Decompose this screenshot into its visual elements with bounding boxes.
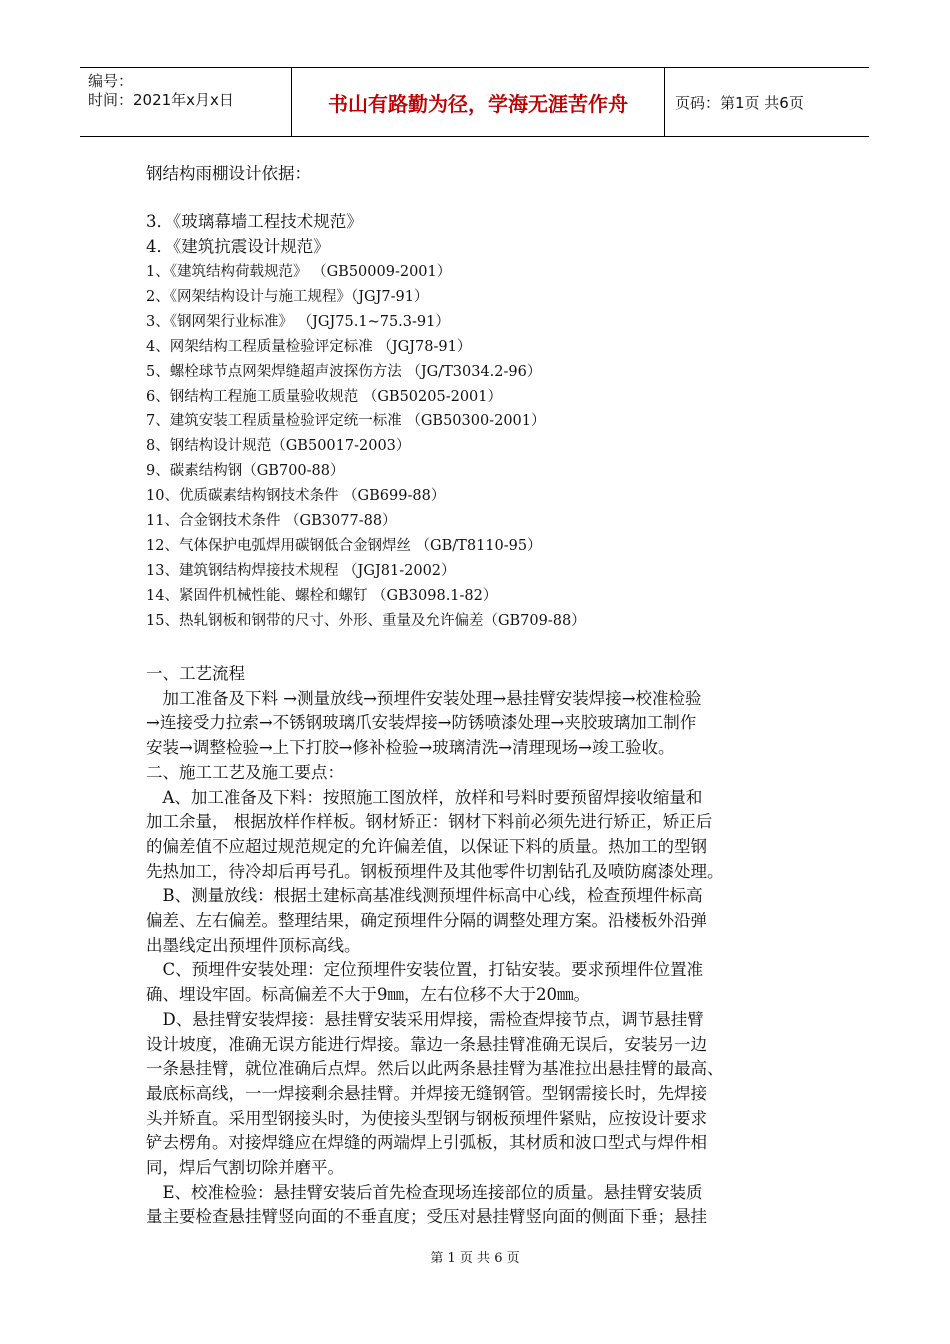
header-page-number: 页码：第1页 共6页 bbox=[675, 93, 804, 112]
body-line: 一条悬挂臂，就位准确后点焊。然后以此两条悬挂臂为基准拉出悬挂臂的最高、 bbox=[146, 1059, 724, 1079]
body-line: B、测量放线：根据土建标高基准线测预埋件标高中心线，检查预埋件标高 bbox=[146, 886, 703, 906]
body-line: 同，焊后气割切除并磨平。 bbox=[146, 1158, 344, 1177]
reference-item: 14、紧固件机械性能、螺栓和螺钉 （GB3098.1-82） bbox=[146, 587, 498, 604]
body-line: 铲去楞角。对接焊缝应在焊缝的两端焊上引弧板，其材质和波口型式与焊件相 bbox=[146, 1133, 707, 1153]
body-line: 加工余量， 根据放样作样板。钢材矫正：钢材下料前必须先进行矫正，矫正后 bbox=[146, 812, 713, 832]
reference-item: 11、合金钢技术条件 （GB3077-88） bbox=[146, 513, 397, 529]
body-line: 先热加工，待冷却后再号孔。钢板预埋件及其他零件切割钻孔及喷防腐漆处理。 bbox=[146, 861, 724, 881]
body-line: 最底标高线，一一焊接剩余悬挂臂。并焊接无缝钢管。型钢需接长时，先焊接 bbox=[146, 1083, 707, 1103]
reference-item: 10、优质碳素结构钢技术条件 （GB699-88） bbox=[146, 488, 446, 505]
body-line: 量主要检查悬挂臂竖向面的不垂直度；受压对悬挂臂竖向面的侧面下垂；悬挂 bbox=[146, 1207, 707, 1227]
body-line: 加工准备及下料 →测量放线→预埋件安装处理→悬挂臂安装焊接→校准检验 bbox=[146, 688, 702, 708]
header-info bbox=[80, 68, 292, 136]
reference-item: 8、钢结构设计规范（GB50017-2003） bbox=[146, 438, 411, 455]
reference-item: 12、气体保护电弧焊用碳钢低合金钢焊丝 （GB/T8110-95） bbox=[146, 537, 542, 554]
body-line: 安装→调整检验→上下打胶→修补检验→玻璃清洗→清理现场→竣工验收。 bbox=[146, 738, 675, 758]
body-line: E、校准检验：悬挂臂安装后首先检查现场连接部位的质量。悬挂臂安装质 bbox=[146, 1182, 703, 1202]
body-line: D、悬挂臂安装焊接：悬挂臂安装采用焊接，需检查焊接节点，调节悬挂臂 bbox=[146, 1009, 704, 1029]
body-line: 确、埋设牢固。标高偏差不大于9㎜，左右位移不大于20㎜。 bbox=[146, 985, 590, 1005]
reference-item: 3．《玻璃幕墙工程技术规范》 bbox=[146, 212, 363, 231]
reference-item: 1、《建筑结构荷载规范》 （GB50009-2001） bbox=[146, 264, 452, 280]
body-line: 设计坡度，准确无误方能进行焊接。靠边一条悬挂臂准确无误后，安装另一边 bbox=[146, 1034, 707, 1054]
reference-item: 5、螺栓球节点网架焊缝超声波探伤方法 （JG/T3034.2-96） bbox=[146, 363, 542, 380]
reference-item: 6、钢结构工程施工质量验收规范 （GB50205-2001） bbox=[146, 388, 502, 405]
reference-item: 3、《钢网架行业标准》 （JGJ75.1~75.3-91） bbox=[146, 313, 450, 330]
body-line: 的偏差值不应超过规范规定的允许偏差值，以保证下料的质量。热加工的型钢 bbox=[146, 836, 707, 856]
reference-item: 15、热轧钢板和钢带的尺寸、外形、重量及允许偏差（GB709-88） bbox=[146, 612, 586, 629]
reference-item: 7、建筑安装工程质量检验评定统一标准 （GB50300-2001） bbox=[146, 413, 546, 430]
document-time: 时间：2021年x月x日 bbox=[88, 91, 234, 109]
document-title: 钢结构雨棚设计依据： bbox=[146, 164, 311, 183]
document-number: 编号： bbox=[88, 72, 134, 90]
body-line: 偏差、左右偏差。整理结果，确定预埋件分隔的调整处理方案。沿楼板外沿弹 bbox=[146, 911, 707, 930]
body-line: 头并矫直。采用型钢接头时，为使接头型钢与钢板预埋件紧贴，应按设计要求 bbox=[146, 1108, 707, 1128]
header-motto: 书山有路勤为径，学海无涯苦作舟 bbox=[292, 68, 665, 136]
page-footer: 第 1 页 共 6 页 bbox=[430, 1251, 520, 1266]
reference-item: 4．《建筑抗震设计规范》 bbox=[146, 236, 330, 256]
body-line: A、加工准备及下料：按照施工图放样，放样和号料时要预留焊接收缩量和 bbox=[146, 787, 703, 807]
body-line: 一、工艺流程 bbox=[146, 664, 245, 683]
body-line: 二、施工工艺及施工要点： bbox=[146, 762, 344, 782]
reference-item: 2、《网架结构设计与施工规程》（JGJ7-91） bbox=[146, 288, 429, 305]
reference-item: 9、碳素结构钢（GB700-88） bbox=[146, 463, 345, 480]
body-line: 出墨线定出预埋件顶标高线。 bbox=[146, 935, 361, 955]
page-header bbox=[80, 67, 869, 137]
body-line: →连接受力拉索→不锈钢玻璃爪安装焊接→防锈喷漆处理→夹胶玻璃加工制作 bbox=[146, 713, 697, 733]
reference-item: 4、网架结构工程质量检验评定标准 （JGJ78-91） bbox=[146, 338, 472, 355]
reference-item: 13、建筑钢结构焊接技术规程 （JGJ81-2002） bbox=[146, 562, 456, 579]
body-line: C、预埋件安装处理：定位预埋件安装位置，打钻安装。要求预埋件位置准 bbox=[146, 960, 704, 980]
